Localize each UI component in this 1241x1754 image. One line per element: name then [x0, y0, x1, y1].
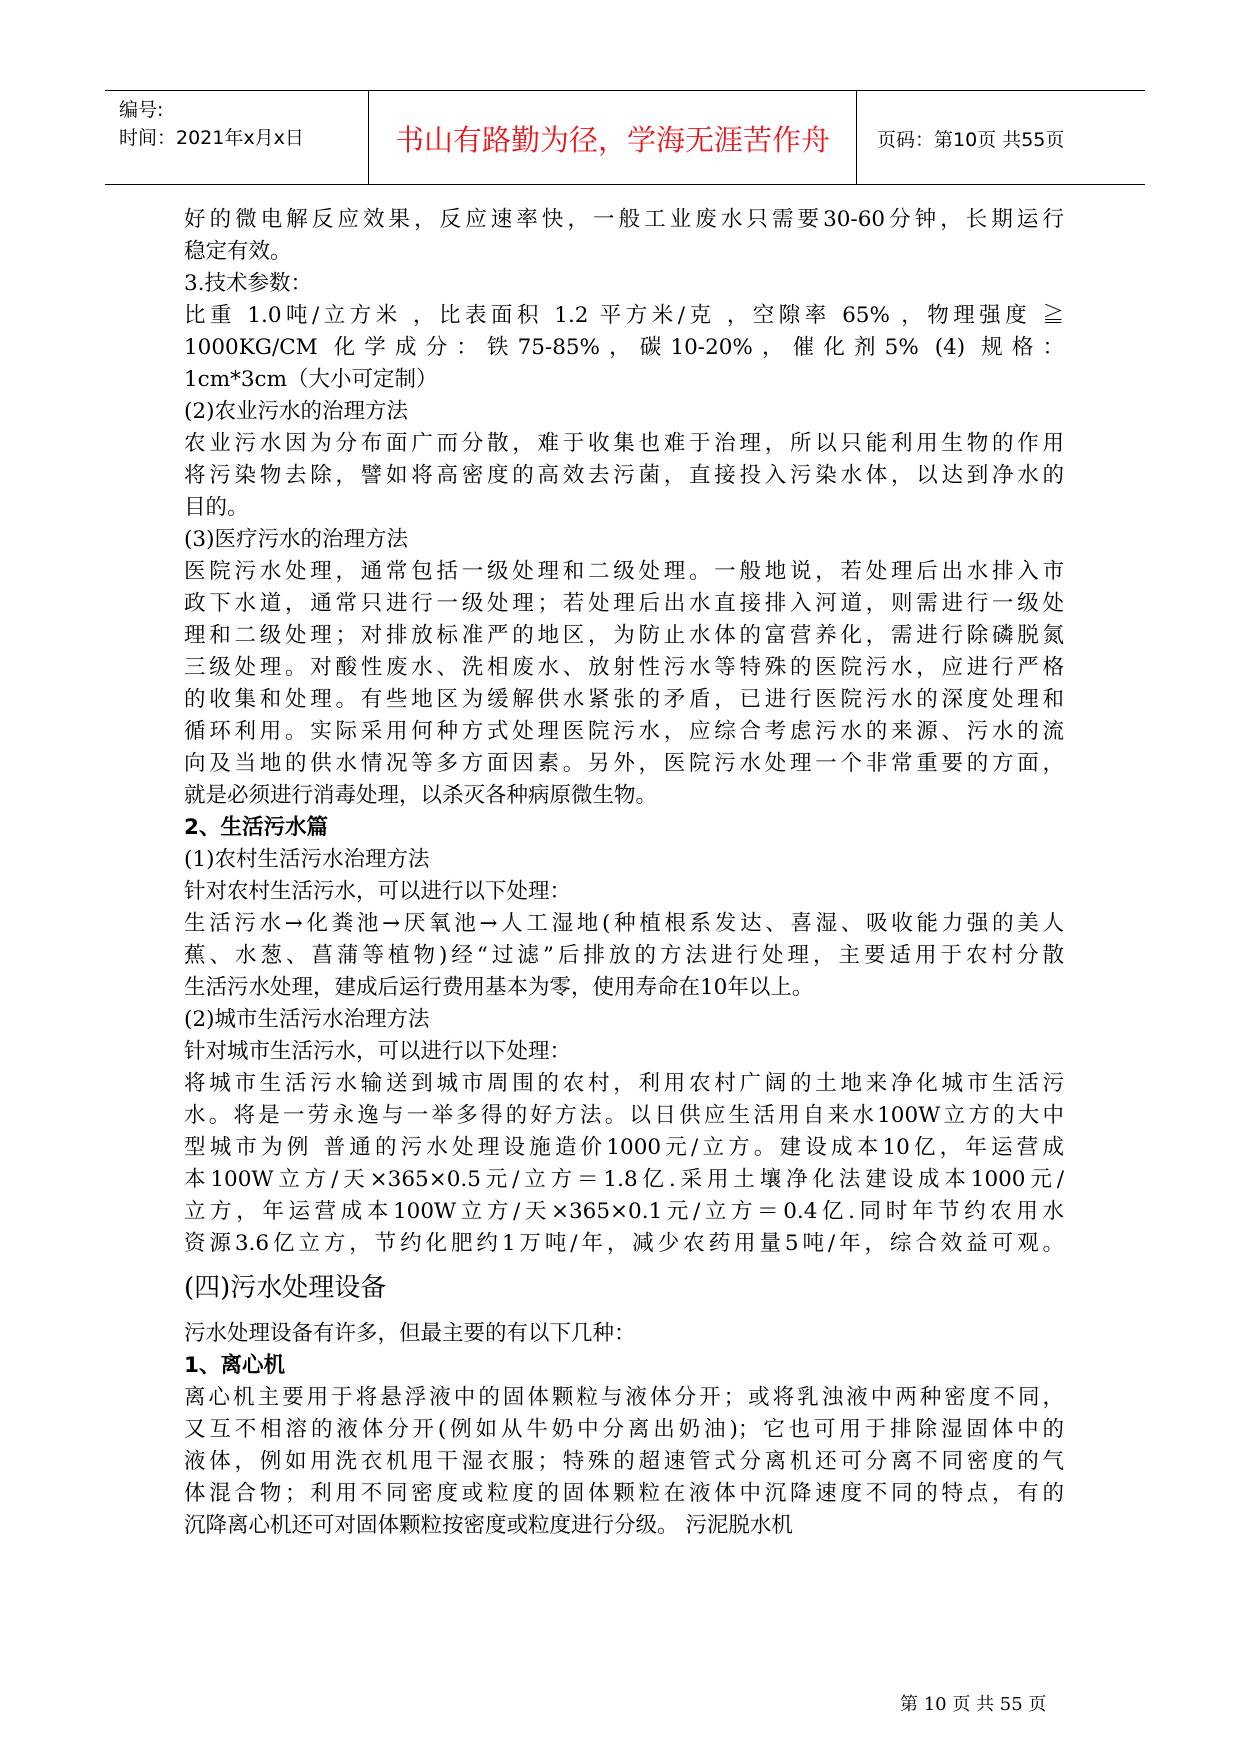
body-line: 好的微电解反应效果，反应速率快，一般工业废水只需要30-60分钟，长期运行: [184, 207, 1064, 232]
subsection-heading: (2)农业污水的治理方法: [184, 399, 408, 424]
header-page-cell: [857, 91, 1145, 184]
body-line: 1cm*3cm（大小可定制）: [184, 367, 438, 392]
body-line: 将污染物去除，譬如将高密度的高效去污菌，直接投入污染水体，以达到净水的: [184, 463, 1064, 488]
body-line: 针对城市生活污水，可以进行以下处理：: [184, 1039, 572, 1064]
body-line: 针对农村生活污水，可以进行以下处理：: [184, 879, 572, 904]
body-line: 3.技术参数：: [184, 271, 313, 296]
chapter-heading: (四)污水处理设备: [184, 1273, 387, 1303]
body-line: 稳定有效。: [184, 239, 292, 264]
body-line: 生活污水→化粪池→厌氧池→人工湿地(种植根系发达、喜湿、吸收能力强的美人: [184, 911, 1064, 936]
body-line: 立方，年运营成本100W立方/天×365×0.1元/立方＝0.4亿.同时年节约农用水: [184, 1199, 1064, 1224]
body-line: 将城市生活污水输送到城市周围的农村，利用农村广阔的土地来净化城市生活污: [184, 1071, 1064, 1096]
body-line: 理和二级处理；对排放标准严的地区，为防止水体的富营养化，需进行除磷脱氮: [184, 623, 1064, 648]
body-line: 三级处理。对酸性废水、洗相废水、放射性污水等特殊的医院污水，应进行严格: [184, 655, 1064, 680]
subsection-heading: (3)医疗污水的治理方法: [184, 527, 408, 552]
page-footer: 第 10 页 共 55 页: [900, 1694, 1047, 1715]
body-line: 蕉、水葱、菖蒲等植物)经“过滤”后排放的方法进行处理，主要适用于农村分散: [184, 943, 1064, 968]
body-line: 比重 1.0吨/立方米 ，比表面积 1.2 平方米/克 ，空隙率 65% ，物理强度 ≧: [184, 303, 1064, 328]
body-line: 水。将是一劳永逸与一举多得的好方法。以日供应生活用自来水100W立方的大中: [184, 1103, 1064, 1128]
body-line: 医院污水处理，通常包括一级处理和二级处理。一般地说，若处理后出水排入市: [184, 559, 1064, 584]
body-line: 目的。: [184, 495, 249, 520]
header-page-info: 页码：第10页 共55页: [877, 129, 1065, 151]
body-line: 就是必须进行消毒处理，以杀灭各种病原微生物。: [184, 783, 658, 808]
body-line: 资源3.6亿立方，节约化肥约1万吨/年，减少农药用量5吨/年，综合效益可观。: [184, 1231, 1064, 1256]
document-time-label: 时间：2021年x月x日: [119, 127, 304, 149]
section-heading: 2、生活污水篇: [184, 815, 328, 840]
body-line: 沉降离心机还可对固体颗粒按密度或粒度进行分级。 污泥脱水机: [184, 1513, 793, 1538]
body-line: 循环利用。实际采用何种方式处理医院污水，应综合考虑污水的来源、污水的流: [184, 719, 1064, 744]
subsection-heading: (1)农村生活污水治理方法: [184, 847, 430, 872]
page-header: [105, 90, 1145, 185]
body-line: 污水处理设备有许多，但最主要的有以下几种：: [184, 1321, 636, 1346]
body-line: 体混合物；利用不同密度或粒度的固体颗粒在液体中沉降速度不同的特点，有的: [184, 1481, 1064, 1506]
body-line: 的收集和处理。有些地区为缓解供水紧张的矛盾，已进行医院污水的深度处理和: [184, 687, 1064, 712]
header-meta-cell: [105, 91, 369, 184]
body-line: 离心机主要用于将悬浮液中的固体颗粒与液体分开；或将乳浊液中两种密度不同，: [184, 1385, 1064, 1410]
header-motto-cell: [369, 91, 857, 184]
body-line: 向及当地的供水情况等多方面因素。另外，医院污水处理一个非常重要的方面，: [184, 751, 1064, 776]
body-line: 农业污水因为分布面广而分散，难于收集也难于治理，所以只能利用生物的作用: [184, 431, 1064, 456]
document-body: [184, 204, 1064, 1542]
body-line: 1000KG/CM 化学成分：铁75-85%，碳10-20%，催化剂5% (4) 规格：: [184, 335, 1064, 360]
body-line: 政下水道，通常只进行一级处理；若处理后出水直接排入河道，则需进行一级处: [184, 591, 1064, 616]
body-line: 型城市为例 普通的污水处理设施造价1000元/立方。建设成本10亿，年运营成: [184, 1135, 1064, 1160]
body-line: 液体，例如用洗衣机甩干湿衣服；特殊的超速管式分离机还可分离不同密度的气: [184, 1449, 1064, 1474]
subsection-heading: (2)城市生活污水治理方法: [184, 1007, 430, 1032]
header-motto: 书山有路勤为径，学海无涯苦作舟: [394, 123, 830, 157]
body-line: 生活污水处理，建成后运行费用基本为零，使用寿命在10年以上。: [184, 975, 814, 1000]
body-line: 又互不相溶的液体分开(例如从牛奶中分离出奶油)；它也可用于排除湿固体中的: [184, 1417, 1064, 1442]
body-line: 本100W立方/天×365×0.5元/立方＝1.8亿.采用土壤净化法建设成本1000元/: [184, 1167, 1064, 1192]
section-heading: 1、离心机: [184, 1353, 285, 1378]
document-number-label: 编号:: [119, 99, 164, 121]
